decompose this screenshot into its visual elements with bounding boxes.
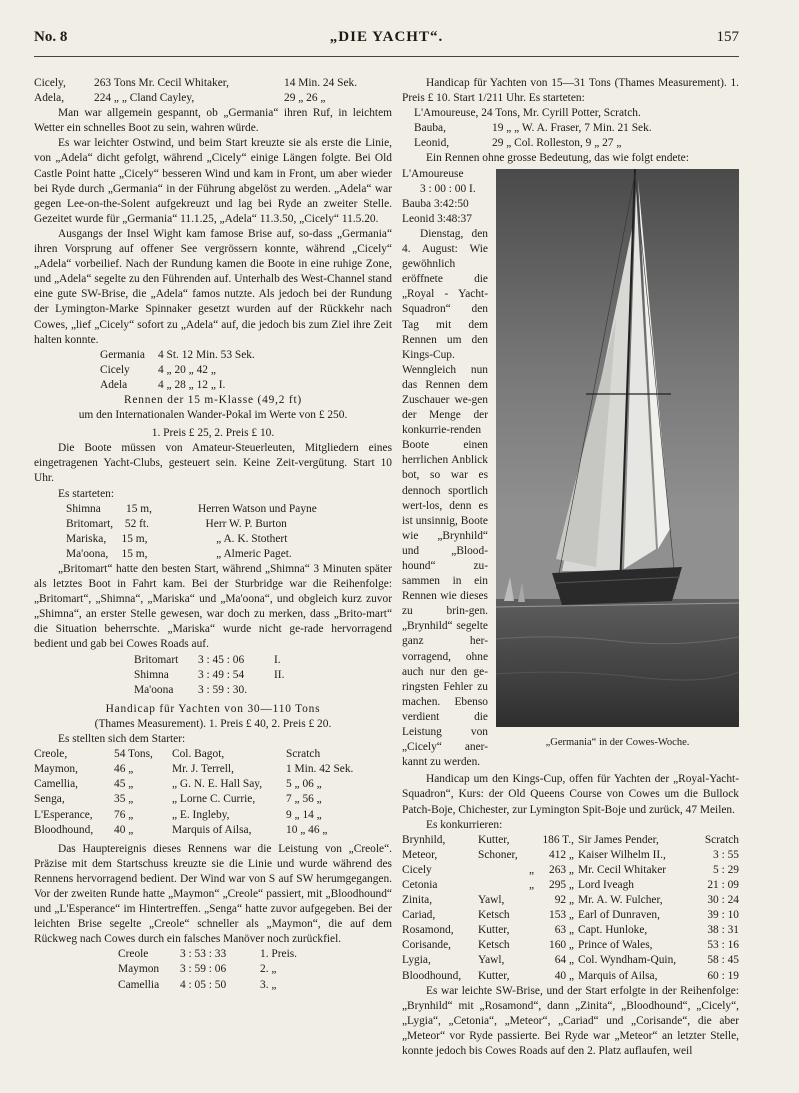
yacht-photo xyxy=(496,169,739,727)
prize-line: 1. Preis £ 25, 2. Preis £ 10. xyxy=(151,427,275,440)
starter-handicap: 9 „ 14 „ xyxy=(286,808,322,821)
kc-rig: „ xyxy=(528,863,534,876)
starter-owner: „ A. K. Stothert xyxy=(216,532,288,545)
kc-yacht: Cariad, xyxy=(402,909,436,922)
result-place: 1. Preis. xyxy=(260,948,298,961)
starter-yacht: Bloodhound, xyxy=(34,823,94,836)
kc-owner: Marquis of Ailsa, xyxy=(578,969,658,982)
starter-owner: „ Almeric Paget. xyxy=(216,547,292,560)
handicap-row xyxy=(414,121,739,136)
kc-owner: Lord Iveagh xyxy=(578,878,634,891)
yacht-name: Adela, xyxy=(34,92,65,105)
starter-yacht: L'Esperance, xyxy=(34,808,93,821)
kc-handicap: 58 : 45 xyxy=(707,954,739,967)
result-yacht: Germania xyxy=(100,348,145,361)
time-row xyxy=(402,182,488,197)
starter-owner: „ Lorne C. Currie, xyxy=(172,793,256,806)
kc-owner: Sir James Pender, xyxy=(578,833,659,846)
starter-size: 15 m, xyxy=(121,547,148,560)
time-row xyxy=(402,167,488,182)
kc-handicap: 39 : 10 xyxy=(707,909,739,922)
result-place: 2. „ xyxy=(260,963,277,976)
starter-yacht: Maymon, xyxy=(34,763,78,776)
result-time: 4 „ 20 „ 42 „ xyxy=(158,363,216,376)
kc-yacht: Zinita, xyxy=(402,894,433,907)
time-row xyxy=(402,197,488,212)
kings-row xyxy=(402,969,739,984)
kc-yacht: Rosamond, xyxy=(402,924,454,937)
kc-rig: Kutter, xyxy=(478,924,510,937)
kings-row xyxy=(402,848,739,863)
page-number: 157 xyxy=(716,29,739,45)
starter-owner: Herren Watson und Payne xyxy=(198,502,317,515)
result-yacht: Cicely xyxy=(100,363,130,376)
result-time: 3 : 53 : 33 xyxy=(180,948,227,961)
starter-size: 35 „ xyxy=(114,793,134,806)
starter-row xyxy=(34,777,392,792)
handicap-entry: 19 „ „ W. A. Fraser, 7 Min. 21 Sek. xyxy=(492,122,652,135)
right-column xyxy=(402,76,739,1086)
result-row xyxy=(118,962,392,977)
result-row xyxy=(100,378,392,393)
result-row xyxy=(118,978,392,993)
starter-yacht: Camellia, xyxy=(34,778,78,791)
starter-handicap: 5 „ 06 „ xyxy=(286,778,322,791)
section-heading: Handicap für Yachten von 30—110 Tons xyxy=(105,702,321,715)
starter-owner: „ G. N. E. Hall Say, xyxy=(172,778,263,791)
result-yacht: Ma'oona xyxy=(134,683,174,696)
kings-row xyxy=(402,938,739,953)
yacht-owner: 263 Tons Mr. Cecil Whitaker, xyxy=(94,77,229,89)
kc-yacht: Meteor, xyxy=(402,848,438,861)
handicap-list xyxy=(402,106,739,151)
kc-rig: Ketsch xyxy=(478,909,510,922)
starter-row xyxy=(66,532,392,547)
starter-yacht: Mariska, xyxy=(66,532,107,545)
kc-yacht: Corisande, xyxy=(402,939,452,952)
yacht-time: 29 „ 26 „ xyxy=(284,92,326,105)
result-place: II. xyxy=(274,668,285,681)
kings-row xyxy=(402,878,739,893)
kc-rig: Ketsch xyxy=(478,939,510,952)
issue-number: No. 8 xyxy=(34,29,68,45)
kc-tons: 263 „ xyxy=(549,863,574,876)
starter-owner: Col. Bagot, xyxy=(172,748,225,761)
time-entry: L'Amoureuse xyxy=(402,167,464,180)
kc-rig: Kutter, xyxy=(478,833,510,846)
starter-size: 52 ft. xyxy=(124,517,149,530)
starter-row xyxy=(34,747,392,762)
starter-row xyxy=(66,547,392,562)
handicap-yacht: Leonid, xyxy=(414,137,450,150)
result-yacht: Maymon xyxy=(118,963,160,976)
starter-size: 45 „ xyxy=(114,778,134,791)
konkurrieren-label: Es konkurrieren: xyxy=(426,818,503,831)
starter-owner: „ E. Ingleby, xyxy=(172,808,230,821)
kc-handicap: 21 : 09 xyxy=(707,878,739,891)
result-table xyxy=(34,348,392,393)
paragraph: „Britomart“ hatte den besten Start, während „Shimna“ 3 Minuten später als letztes Boot in Fahrt kam. Bei der Sturbridge war die Reihenfolge: „Britomart“, „Shimna“, „Mariska“ und „Ma'oona“, und obgleich kurz zuvor „Shimna“, an erster Stelle gewesen, war doch zu merken, dass „Brito-mart“ die Situation beherrschte. „Mariska“ wurde nicht ge-rade hervorragend bedient und gab bei Cowes Roads auf. xyxy=(34,563,392,651)
kc-rig: Schoner, xyxy=(478,848,518,861)
photo-caption: „Germania“ in der Cowes-Woche. xyxy=(545,736,690,748)
yacht-owner: 224 „ „ Cland Cayley, xyxy=(94,92,195,105)
kc-tons: 92 „ xyxy=(554,894,574,907)
kc-owner: Col. Wyndham-Quin, xyxy=(578,954,677,967)
left-column xyxy=(34,76,392,1086)
starter-row xyxy=(34,762,392,777)
starter-handicap: 10 „ 46 „ xyxy=(286,823,328,836)
starter-owner: Mr. J. Terrell, xyxy=(172,763,234,776)
kc-handicap: 5 : 29 xyxy=(713,863,739,876)
top-row xyxy=(34,91,392,106)
result-place: 3. „ xyxy=(260,978,277,991)
kc-tons: 295 „ xyxy=(549,878,574,891)
starter-size: 40 „ xyxy=(114,823,134,836)
paragraph: Handicap für Yachten von 15—31 Tons (Thames Measurement). 1. Preis £ 10. Start 1/211 Uhr. Es starteten: xyxy=(402,77,739,105)
paragraph: Es war leichter Ostwind, und beim Start kreuzte sie als erste die Linie, von „Adela“ dicht gefolgt, während „Cicely“ einige Längen folgte. Bei Old Castle Point hatte „Cicely“ besseren Wind und kam in Front, um aber wieder bei Ryde durch „Germania“ in der Führung abgelöst zu werden. „Adela“ war gegen Lee-on-the-Solent aufgekreuzt und lag bei Ryde an zweiter Stelle. Gezeitet wurde für „Germania“ 11.1.25, „Adela“ 11.3.50, „Cicely“ 11.5.20. xyxy=(34,137,392,225)
kc-tons: 64 „ xyxy=(554,954,574,967)
kings-row xyxy=(402,923,739,938)
result-time: 3 : 59 : 30. xyxy=(198,683,248,696)
result-place xyxy=(274,683,304,698)
journal-title: „DIE YACHT“. xyxy=(329,29,444,45)
result-row xyxy=(134,668,392,683)
kc-handicap: 3 : 55 xyxy=(713,848,739,861)
handicap-row xyxy=(414,106,739,121)
starter-owner: Herr W. P. Burton xyxy=(205,517,287,530)
handicap-entry: 29 „ Col. Rolleston, 9 „ 27 „ xyxy=(492,137,622,150)
section-subheading: um den Internationalen Wander-Pokal im Werte von £ 250. xyxy=(78,409,348,422)
starter-row xyxy=(34,808,392,823)
starter-size: 76 „ xyxy=(114,808,134,821)
top-row xyxy=(34,76,392,91)
result-time: 3 : 49 : 54 xyxy=(198,668,245,681)
result-row xyxy=(100,348,392,363)
result-yacht: Creole xyxy=(118,948,149,961)
result-yacht: Camellia xyxy=(118,978,160,991)
kings-row xyxy=(402,863,739,878)
yacht-name: Cicely, xyxy=(34,77,66,89)
starter-yacht: Shimna xyxy=(66,502,101,515)
kc-owner: Prince of Wales, xyxy=(578,939,653,952)
photo-figure xyxy=(496,169,739,761)
kc-handicap: 53 : 16 xyxy=(707,939,739,952)
result-yacht: Shimna xyxy=(134,668,169,681)
paragraph: Ein Rennen ohne grosse Bedeutung, das wie folgt endete: xyxy=(426,152,689,165)
handicap-entry: L'Amoureuse, 24 Tons, Mr. Cyrill Potter, Scratch. xyxy=(414,107,641,120)
header-rule xyxy=(34,56,739,57)
kc-handicap: Scratch xyxy=(704,833,739,846)
paragraph: Die Boote müssen von Amateur-Steuerleuten, Mitgliedern eines eingetragenen Yacht-Clubs, gesteuert sein. Keine Zeit-vergütung. Start 10 Uhr. xyxy=(34,442,392,485)
result-row xyxy=(118,947,392,962)
starter-size: 15 m, xyxy=(126,502,152,515)
result-time: 4 St. 12 Min. 53 Sek. xyxy=(158,348,255,361)
kings-row xyxy=(402,893,739,908)
result-time: 4 „ 28 „ 12 „ I. xyxy=(158,378,226,391)
result-table xyxy=(34,653,392,698)
paragraph: Ausgangs der Insel Wight kam famose Brise auf, so-dass „Germania“ ihren Vorsprung auf offener See vergrössern konnte, während „Cicely“ „Adela“ vorbeilief. Nach der Rundung kamen die Boote in eine ruhige Zone, und „Adela“ segelte zu den Führenden auf. Unterhalb des West-Channel stand eine gute SW-Brise, die „Adela“ famos nutzte. Als jedoch bei der Rundung der Lymington-Marke Spinnaker gesetzt wurden auf der Rückkehr nach Cowes, „lief „Cicely“ sofort zu „Adela“ auf, die jedoch bis zum Ziel ihre Zeit halten konnte. xyxy=(34,227,392,346)
kc-yacht: Cetonia xyxy=(402,878,438,891)
kc-tons: 186 T., xyxy=(542,833,574,846)
kc-owner: Earl of Dunraven, xyxy=(578,909,660,922)
starter-yacht: Britomart, xyxy=(66,517,114,530)
starter-row xyxy=(34,823,392,838)
starters-label: Es starteten: xyxy=(58,487,114,500)
starter-size: 54 Tons, xyxy=(114,748,153,761)
result-place: I. xyxy=(274,653,281,666)
page-header xyxy=(34,30,739,54)
kings-cup-table xyxy=(402,833,739,984)
time-entry: Leonid 3:48:37 xyxy=(402,212,472,225)
kc-tons: 153 „ xyxy=(549,909,574,922)
result-row xyxy=(134,683,392,698)
race-times xyxy=(402,167,496,771)
result-time: 3 : 45 : 06 xyxy=(198,653,245,666)
kc-rig: Yawl, xyxy=(478,894,505,907)
kc-yacht: Brynhild, xyxy=(402,833,446,846)
time-row xyxy=(402,212,488,227)
germania-yacht-image xyxy=(496,169,739,727)
kc-yacht: Lygia, xyxy=(402,954,431,967)
kc-handicap: 38 : 31 xyxy=(707,924,739,937)
kings-row xyxy=(402,833,739,848)
kc-rig: Yawl, xyxy=(478,954,505,967)
kc-owner: Mr. A. W. Fulcher, xyxy=(578,894,663,907)
kc-handicap: 60 : 19 xyxy=(707,969,739,982)
kings-row xyxy=(402,953,739,968)
result-time: 4 : 05 : 50 xyxy=(180,978,227,991)
starters-table xyxy=(34,747,392,838)
starter-handicap: 1 Min. 42 Sek. xyxy=(286,763,354,776)
handicap-yacht: Bauba, xyxy=(414,122,446,135)
starter-size: 46 „ xyxy=(114,763,134,776)
starter-yacht: Creole, xyxy=(34,748,68,761)
time-entry: Bauba 3:42:50 xyxy=(402,197,469,210)
kc-yacht: Cicely xyxy=(402,863,432,876)
starters-table xyxy=(34,502,392,562)
kc-tons: 40 „ xyxy=(554,969,574,982)
handicap-row xyxy=(414,136,739,151)
starter-yacht: Senga, xyxy=(34,793,65,806)
paragraph: Handicap um den Kings-Cup, offen für Yachten der „Royal-Yacht-Squadron“, Kurs: der Old Queens Course von Cowes um die Bullock Patch-Boje, Chichester, zur Lymington Spit-Boje und zurück, 47 Meilen. xyxy=(402,773,739,816)
starter-owner: Marquis of Ailsa, xyxy=(172,823,252,836)
section-heading: Rennen der 15 m-Klasse (49,2 ft) xyxy=(123,393,303,406)
result-row xyxy=(100,363,392,378)
kc-tons: 412 „ xyxy=(549,848,574,861)
kc-owner: Capt. Hunloke, xyxy=(578,924,648,937)
time-entry: 3 : 00 : 00 I. xyxy=(420,182,476,195)
result-yacht: Adela xyxy=(100,378,128,391)
starters-label: Es stellten sich dem Starter: xyxy=(58,733,186,746)
starter-row xyxy=(66,502,392,517)
paragraph: Das Hauptereignis dieses Rennens war die Leistung von „Creole“. Präzise mit dem Startschuss kreuzte sie die Linie und wurde während des Rennens hervorragend bedient. Der Wind war von S auf SW herumgegangen. Vor der zweiten Runde hatte „Maymon“ „Creole“ passiert, mit „Bloodhound“ und „L'Esperance“ im Hintertreffen. „Senga“ hatte zuvor aufgegeben. Bei der leichten Brise segelte „Creole“ schneller als „Maymon“, die auf dem Rückweg nach Cowes durch ein falsches Manöver noch zurückfiel. xyxy=(34,842,392,946)
result-time: 3 : 59 : 06 xyxy=(180,963,227,976)
kc-tons: 160 „ xyxy=(549,939,574,952)
starter-row xyxy=(34,792,392,807)
kc-tons: 63 „ xyxy=(554,924,574,937)
paragraph: Es war leichte SW-Brise, und der Start erfolgte in der Reihenfolge: „Brynhild“ mit „Rosamond“, dann „Zinita“, „Bloodhound“, „Cicely“, „Lygia“, „Cetonia“, „Meteor“, „Cariad“ und „Corisande“, die aber „Meteor“ vor Ryde passierte. Bei Ryde war „Meteor“ an letzter Stelle, konnte jedoch bis Cowes Roads auf den 2. Platz auflaufen, weil xyxy=(402,984,739,1057)
paragraph: Man war allgemein gespannt, ob „Germania“ ihren Ruf, in leichtem Wetter ein schnelles Boot zu sein, wahren würde. xyxy=(34,107,392,135)
starter-handicap: Scratch xyxy=(286,748,321,761)
result-table xyxy=(34,947,392,992)
kc-rig: Kutter, xyxy=(478,969,510,982)
starter-size: 15 m, xyxy=(121,532,148,545)
kc-handicap: 30 : 24 xyxy=(707,894,739,907)
result-row xyxy=(134,653,392,668)
starter-yacht: Ma'oona, xyxy=(66,547,109,560)
yacht-time: 14 Min. 24 Sek. xyxy=(284,77,358,89)
kc-owner: Mr. Cecil Whitaker xyxy=(578,863,667,876)
result-yacht: Britomart xyxy=(134,653,179,666)
narrow-paragraph: Dienstag, den 4. August: Wie gewöhnlich eröffnete die „Royal - Yacht-Squadron“ den Tag mit dem Rennen um den Kings-Cup. Wenngleich nun das Rennen dem Zuschauer we-gen der Menge der konkurrie-renden Boote einen herrlichen Anblick bot, so war es dennoch sportlich wert-los, denn es ist unsinnig, Boote wie „Brynhild“ und „Blood-hound“ zu-sammen in ein Rennen wie dieses zu brin-gen. „Brynhild“ segelte ganz her-vorragend, ohne auch nur den ge-ringsten Fehler zu machen. Ebenso verdient die Leistung von „Cicely“ aner-kannt zu werden. xyxy=(402,227,488,769)
kings-row xyxy=(402,908,739,923)
section-subheading: (Thames Measurement). 1. Preis £ 40, 2. Preis £ 20. xyxy=(94,717,332,730)
starter-handicap: 7 „ 56 „ xyxy=(286,793,322,806)
kc-yacht: Bloodhound, xyxy=(402,969,462,982)
kc-rig: „ xyxy=(528,878,534,891)
kc-owner: Kaiser Wilhelm II., xyxy=(578,848,666,861)
starter-row xyxy=(66,517,392,532)
